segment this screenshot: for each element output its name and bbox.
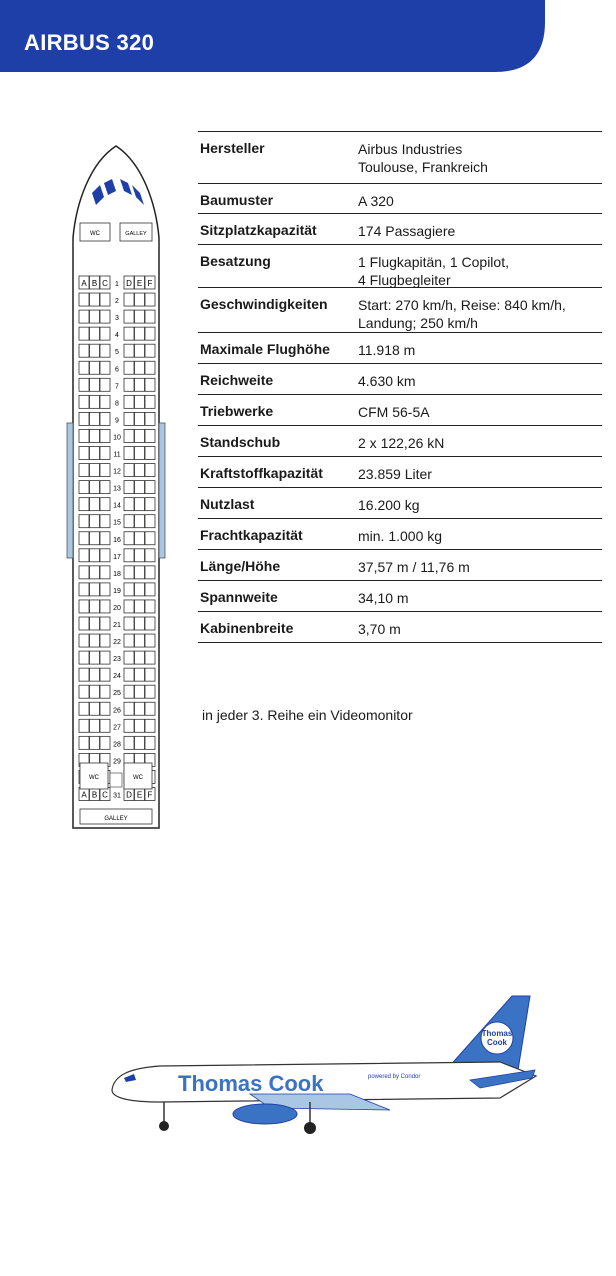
seat bbox=[90, 395, 100, 408]
spec-value bbox=[358, 214, 602, 244]
livery-text: Thomas Cook bbox=[178, 1071, 324, 1096]
seat bbox=[79, 464, 89, 477]
seat bbox=[100, 566, 110, 579]
wing-right bbox=[159, 423, 165, 558]
row-number: 5 bbox=[115, 349, 119, 357]
seat bbox=[135, 481, 145, 494]
seat bbox=[124, 361, 134, 374]
wing-left bbox=[67, 423, 73, 558]
seat bbox=[79, 719, 89, 732]
row-number: 31 bbox=[113, 792, 121, 800]
seat bbox=[124, 600, 134, 613]
seat bbox=[124, 566, 134, 579]
tail-logo-text: Thomas bbox=[481, 1029, 513, 1038]
seat bbox=[79, 515, 89, 528]
seat bbox=[124, 532, 134, 545]
seat bbox=[145, 447, 155, 460]
front-wc-label: WC bbox=[90, 231, 100, 237]
seat bbox=[145, 344, 155, 357]
seat bbox=[100, 685, 110, 698]
spec-value-line: 3,70 m bbox=[358, 621, 401, 637]
spec-row bbox=[198, 245, 602, 288]
spec-value-line: 37,57 m / 11,76 m bbox=[358, 559, 470, 575]
seat bbox=[90, 532, 100, 545]
seat bbox=[90, 634, 100, 647]
seat bbox=[79, 447, 89, 460]
seat bbox=[145, 532, 155, 545]
seat-letter: D bbox=[126, 279, 132, 288]
spec-value-line: 2 x 122,26 kN bbox=[358, 435, 445, 451]
seat bbox=[90, 515, 100, 528]
seat bbox=[100, 600, 110, 613]
row-number: 11 bbox=[113, 451, 121, 459]
seat bbox=[79, 532, 89, 545]
seat bbox=[135, 293, 145, 306]
seat bbox=[124, 412, 134, 425]
spec-value bbox=[358, 550, 602, 580]
row-number: 10 bbox=[113, 434, 121, 442]
row-number: 12 bbox=[113, 468, 121, 476]
spec-label: Reichweite bbox=[200, 372, 274, 388]
seat bbox=[100, 498, 110, 511]
spec-value bbox=[358, 519, 602, 549]
spec-value bbox=[358, 457, 602, 487]
nose-wheel bbox=[159, 1121, 169, 1131]
seat bbox=[135, 378, 145, 391]
spec-label: Sitzplatzkapazität bbox=[200, 222, 317, 238]
row-number: 8 bbox=[115, 400, 119, 408]
spec-row bbox=[198, 288, 602, 333]
seat bbox=[90, 600, 100, 613]
row-number: 23 bbox=[113, 656, 121, 664]
seat bbox=[100, 668, 110, 681]
row-number: 29 bbox=[113, 758, 121, 766]
rear-galley-label: GALLEY bbox=[104, 816, 128, 822]
seat bbox=[90, 668, 100, 681]
seat-map bbox=[60, 143, 172, 833]
seat bbox=[90, 736, 100, 749]
spec-value bbox=[358, 612, 602, 642]
seat bbox=[100, 464, 110, 477]
seat-letter: A bbox=[81, 279, 87, 288]
spec-value bbox=[358, 245, 602, 287]
seat bbox=[145, 498, 155, 511]
seat bbox=[90, 685, 100, 698]
seat bbox=[90, 310, 100, 323]
spec-row bbox=[198, 214, 602, 245]
row-number: 20 bbox=[113, 604, 121, 612]
seat bbox=[100, 515, 110, 528]
crew-seat bbox=[110, 773, 122, 787]
seat bbox=[135, 498, 145, 511]
row-number: 1 bbox=[115, 281, 119, 288]
seat bbox=[145, 651, 155, 664]
row-number: 15 bbox=[113, 519, 121, 527]
spec-label: Baumuster bbox=[200, 192, 274, 208]
spec-value bbox=[358, 288, 602, 332]
aircraft-engine bbox=[233, 1104, 297, 1124]
seat bbox=[145, 395, 155, 408]
seat-letter: E bbox=[136, 790, 143, 800]
seat bbox=[135, 464, 145, 477]
seat-letter: E bbox=[136, 279, 143, 288]
seat bbox=[79, 617, 89, 630]
seat bbox=[79, 566, 89, 579]
seat bbox=[145, 412, 155, 425]
spec-row bbox=[198, 519, 602, 550]
spec-row bbox=[198, 132, 602, 184]
seat bbox=[100, 702, 110, 715]
seat bbox=[145, 310, 155, 323]
seat bbox=[124, 719, 134, 732]
spec-value bbox=[358, 364, 602, 394]
row-number: 13 bbox=[113, 485, 121, 493]
seat bbox=[90, 549, 100, 562]
seat bbox=[100, 549, 110, 562]
spec-row bbox=[198, 581, 602, 612]
seat bbox=[100, 651, 110, 664]
seat bbox=[100, 532, 110, 545]
row-number: 2 bbox=[115, 298, 119, 306]
seat bbox=[90, 429, 100, 442]
seat bbox=[90, 651, 100, 664]
seat bbox=[135, 583, 145, 596]
aircraft-illustration bbox=[100, 990, 540, 1140]
spec-label: Kabinenbreite bbox=[200, 620, 294, 636]
spec-row bbox=[198, 426, 602, 457]
spec-row bbox=[198, 488, 602, 519]
spec-label: Hersteller bbox=[200, 140, 265, 156]
row-number: 26 bbox=[113, 707, 121, 715]
seat bbox=[79, 668, 89, 681]
seat bbox=[145, 293, 155, 306]
seat bbox=[135, 361, 145, 374]
spec-row bbox=[198, 457, 602, 488]
header-banner bbox=[0, 0, 616, 72]
seat bbox=[124, 549, 134, 562]
seat bbox=[79, 600, 89, 613]
footnote: in jeder 3. Reihe ein Videomonitor bbox=[202, 707, 413, 723]
row-number: 18 bbox=[113, 570, 121, 578]
row-number: 6 bbox=[115, 366, 119, 374]
seat bbox=[90, 344, 100, 357]
seat bbox=[100, 736, 110, 749]
seat bbox=[124, 634, 134, 647]
seat bbox=[124, 651, 134, 664]
rear-wc-left-label: WC bbox=[89, 775, 99, 781]
seat bbox=[90, 327, 100, 340]
seat bbox=[100, 310, 110, 323]
seat bbox=[90, 447, 100, 460]
seat bbox=[135, 532, 145, 545]
seat bbox=[135, 549, 145, 562]
seat bbox=[135, 429, 145, 442]
seat bbox=[145, 634, 155, 647]
seat bbox=[79, 498, 89, 511]
spec-value-line: 34,10 m bbox=[358, 590, 409, 606]
spec-row bbox=[198, 612, 602, 643]
main-wheel bbox=[304, 1122, 316, 1134]
seat bbox=[124, 583, 134, 596]
seat bbox=[145, 481, 155, 494]
seat bbox=[135, 600, 145, 613]
spec-label: Spannweite bbox=[200, 589, 278, 605]
row-number: 24 bbox=[113, 673, 121, 681]
seat bbox=[90, 412, 100, 425]
seat bbox=[145, 566, 155, 579]
seat bbox=[79, 395, 89, 408]
spec-row bbox=[198, 395, 602, 426]
spec-value-line: Landung; 250 km/h bbox=[358, 315, 478, 331]
row-number: 14 bbox=[113, 502, 121, 510]
spec-value-line: min. 1.000 kg bbox=[358, 528, 443, 544]
seat bbox=[135, 685, 145, 698]
seat-letter: C bbox=[102, 279, 108, 288]
seat bbox=[124, 668, 134, 681]
spec-label: Geschwindigkeiten bbox=[200, 296, 328, 312]
seat bbox=[79, 378, 89, 391]
seat bbox=[124, 327, 134, 340]
spec-value bbox=[358, 395, 602, 425]
seat bbox=[100, 412, 110, 425]
spec-value bbox=[358, 488, 602, 518]
seat bbox=[90, 702, 100, 715]
spec-value bbox=[358, 132, 602, 183]
spec-value-line: 23.859 Liter bbox=[358, 466, 432, 482]
seat bbox=[90, 378, 100, 391]
page-title: AIRBUS 320 bbox=[24, 30, 155, 55]
seat bbox=[79, 634, 89, 647]
seat bbox=[135, 412, 145, 425]
seat bbox=[79, 327, 89, 340]
seat-letter: F bbox=[147, 790, 153, 800]
seat bbox=[79, 736, 89, 749]
spec-value bbox=[358, 333, 602, 363]
seat bbox=[145, 327, 155, 340]
spec-label: Nutzlast bbox=[200, 496, 255, 512]
seat bbox=[135, 344, 145, 357]
spec-row bbox=[198, 550, 602, 581]
seat bbox=[135, 515, 145, 528]
spec-value-line: Airbus Industries bbox=[358, 141, 463, 157]
seat bbox=[145, 685, 155, 698]
row-number: 25 bbox=[113, 690, 121, 698]
spec-value-line: Start: 270 km/h, Reise: 840 km/h, bbox=[358, 297, 566, 313]
seat bbox=[145, 361, 155, 374]
spec-value-line: 4.630 km bbox=[358, 373, 416, 389]
seat bbox=[124, 395, 134, 408]
seat bbox=[100, 719, 110, 732]
seat bbox=[100, 429, 110, 442]
seat bbox=[124, 481, 134, 494]
seat-letter: B bbox=[91, 279, 98, 288]
seat bbox=[100, 634, 110, 647]
seat bbox=[135, 702, 145, 715]
spec-label: Standschub bbox=[200, 434, 281, 450]
seat-letter: B bbox=[91, 790, 98, 800]
seat bbox=[100, 378, 110, 391]
spec-value-line: 4 Flugbegleiter bbox=[358, 272, 451, 288]
row-number: 9 bbox=[115, 417, 119, 425]
spec-row bbox=[198, 184, 602, 214]
seat-letter: C bbox=[102, 790, 108, 800]
seat bbox=[145, 719, 155, 732]
seat bbox=[124, 617, 134, 630]
row-number: 4 bbox=[115, 332, 119, 340]
seat bbox=[79, 685, 89, 698]
seat bbox=[90, 719, 100, 732]
spec-value-line: 174 Passagiere bbox=[358, 223, 456, 239]
seat bbox=[100, 583, 110, 596]
seat bbox=[145, 617, 155, 630]
seat bbox=[135, 651, 145, 664]
spec-value-line: A 320 bbox=[358, 193, 394, 209]
row-number: 21 bbox=[113, 622, 121, 629]
seat bbox=[124, 702, 134, 715]
seat bbox=[79, 549, 89, 562]
spec-value-line: Toulouse, Frankreich bbox=[358, 159, 488, 175]
spec-value-line: 16.200 kg bbox=[358, 497, 420, 513]
row-number: 3 bbox=[115, 315, 119, 323]
seat bbox=[100, 447, 110, 460]
seat bbox=[124, 464, 134, 477]
seat bbox=[124, 685, 134, 698]
row-number: 19 bbox=[113, 587, 121, 595]
seat bbox=[90, 481, 100, 494]
seat bbox=[135, 719, 145, 732]
seat-letter: F bbox=[147, 279, 153, 288]
seat bbox=[135, 395, 145, 408]
seat bbox=[135, 447, 145, 460]
seat bbox=[135, 327, 145, 340]
seat bbox=[79, 702, 89, 715]
seat bbox=[79, 361, 89, 374]
spec-row bbox=[198, 333, 602, 364]
seat bbox=[124, 429, 134, 442]
seat bbox=[145, 378, 155, 391]
seat bbox=[145, 600, 155, 613]
seat bbox=[135, 310, 145, 323]
seat bbox=[79, 412, 89, 425]
tail-logo-text: Cook bbox=[487, 1038, 507, 1047]
seat bbox=[90, 464, 100, 477]
seat-letter: D bbox=[126, 790, 132, 800]
livery-tagline: powered by Condor bbox=[368, 1074, 421, 1080]
seat bbox=[145, 429, 155, 442]
row-number: 27 bbox=[113, 724, 121, 732]
seat bbox=[79, 651, 89, 664]
row-number: 7 bbox=[115, 383, 119, 391]
spec-value-line: CFM 56-5A bbox=[358, 404, 430, 420]
seat bbox=[135, 566, 145, 579]
seat bbox=[145, 736, 155, 749]
row-number: 17 bbox=[113, 553, 121, 561]
seat bbox=[124, 515, 134, 528]
seat bbox=[145, 668, 155, 681]
row-number: 28 bbox=[113, 741, 121, 749]
seat bbox=[124, 498, 134, 511]
spec-row bbox=[198, 364, 602, 395]
spec-label: Kraftstoffkapazität bbox=[200, 465, 323, 481]
seat bbox=[124, 293, 134, 306]
spec-table bbox=[198, 131, 602, 643]
rear-wc-right-label: WC bbox=[133, 775, 143, 781]
seat bbox=[100, 617, 110, 630]
seat bbox=[145, 515, 155, 528]
front-galley-label: GALLEY bbox=[125, 231, 147, 237]
seat bbox=[124, 310, 134, 323]
seat bbox=[90, 498, 100, 511]
seat bbox=[124, 344, 134, 357]
seat bbox=[145, 549, 155, 562]
seat bbox=[124, 378, 134, 391]
seat bbox=[135, 668, 145, 681]
spec-value-line: 1 Flugkapitän, 1 Copilot, bbox=[358, 254, 509, 270]
spec-label: Frachtkapazität bbox=[200, 527, 303, 543]
spec-label: Besatzung bbox=[200, 253, 271, 269]
spec-label: Triebwerke bbox=[200, 403, 274, 419]
row-number: 22 bbox=[113, 639, 121, 647]
seat bbox=[145, 702, 155, 715]
spec-value-line: 11.918 m bbox=[358, 342, 416, 358]
seat bbox=[90, 361, 100, 374]
seat bbox=[90, 293, 100, 306]
seat bbox=[79, 429, 89, 442]
seat bbox=[100, 344, 110, 357]
spec-label: Länge/Höhe bbox=[200, 558, 281, 574]
seat bbox=[100, 293, 110, 306]
seat bbox=[79, 310, 89, 323]
seat bbox=[100, 481, 110, 494]
seat bbox=[90, 583, 100, 596]
seat bbox=[79, 583, 89, 596]
spec-value bbox=[358, 426, 602, 456]
seat bbox=[79, 344, 89, 357]
seat bbox=[90, 566, 100, 579]
seat-letter: A bbox=[81, 790, 87, 800]
spec-label: Maximale Flughöhe bbox=[200, 341, 330, 357]
seat bbox=[145, 464, 155, 477]
seat bbox=[100, 395, 110, 408]
seat bbox=[135, 617, 145, 630]
spec-value bbox=[358, 581, 602, 611]
seat bbox=[145, 583, 155, 596]
seat bbox=[135, 736, 145, 749]
seat bbox=[79, 481, 89, 494]
seat bbox=[124, 736, 134, 749]
seat bbox=[124, 447, 134, 460]
row-number: 16 bbox=[113, 536, 121, 544]
seat bbox=[100, 361, 110, 374]
seat bbox=[90, 617, 100, 630]
seat bbox=[135, 634, 145, 647]
seat bbox=[79, 293, 89, 306]
spec-value bbox=[358, 184, 602, 213]
seat bbox=[100, 327, 110, 340]
